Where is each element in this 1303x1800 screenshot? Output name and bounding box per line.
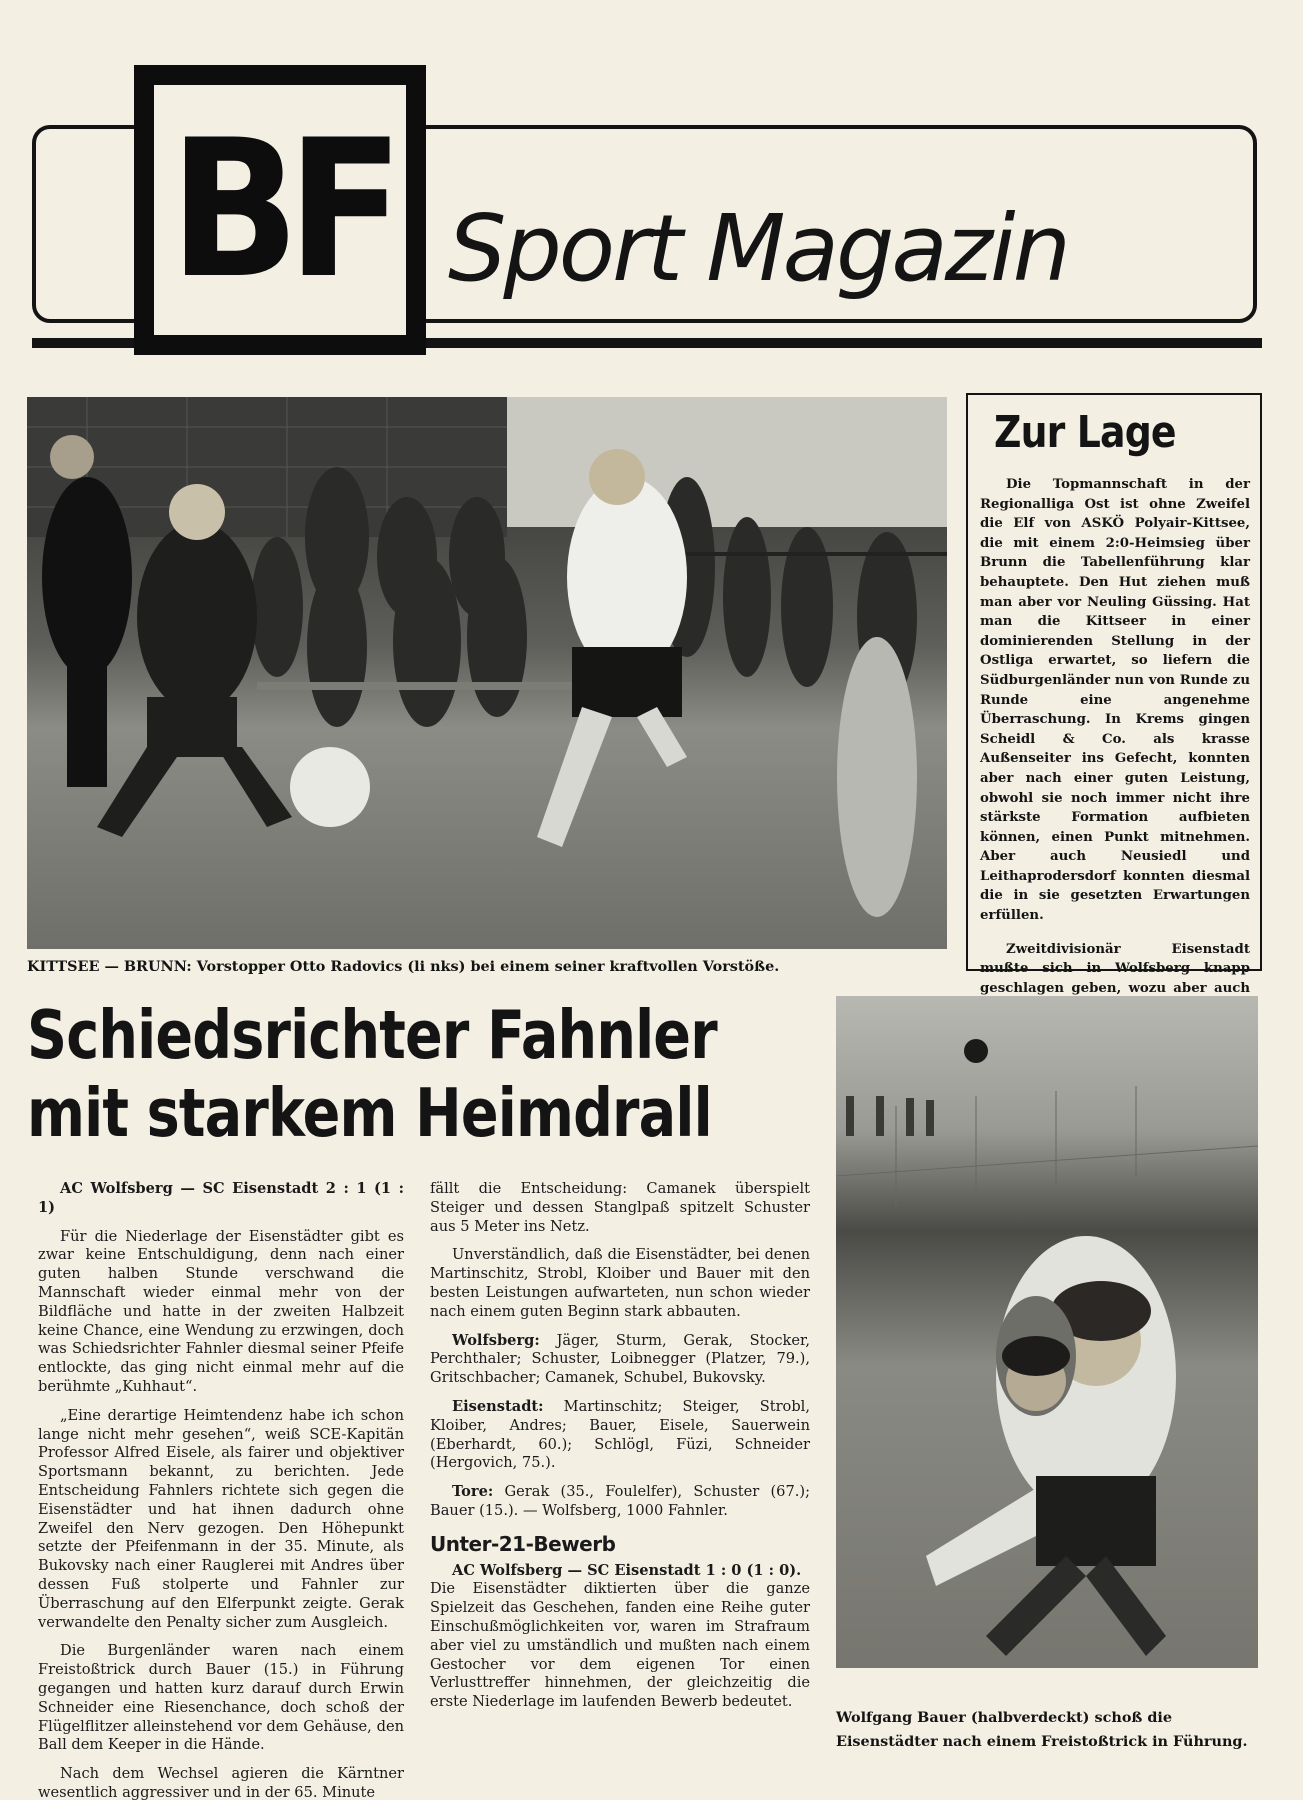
article-paragraph: „Eine derartige Heimtendenz habe ich schon lange nicht mehr gesehen“, weiß SCE-Kapitän Professor Alfred Eisele, als fairer und objektiver Sportsmann bekannt, zu berichten. Jede Entscheidung Fahnlers richtete sich gegen die Eisenstädter und hat ihnen dadurch ohne Zweifel den Nerv gezogen. Den Höhepunkt setzte der Pfeifenmann in der 35. Minute, als Bukovsky nach einer Rauglerei mit Andres über dessen Fuß stolperte und Fahnler zur Überraschung auf den Elferpunkt zeigte. Gerak verwandelte den Penalty sicher zum Ausgleich.: [38, 1406, 404, 1631]
photo-caption-kittsee: KITTSEE — BRUNN: Vorstopper Otto Radovics (li nks) bei einem seiner kraftvollen Vorstöße.: [27, 958, 780, 975]
lineup-wolfsberg: [430, 1332, 810, 1388]
article-headline: [27, 996, 717, 1152]
lineup-text: Martinschitz; Steiger, Strobl, Kloiber, Andres; Bauer, Eisele, Sauerwein (Eberhardt, 60.); Schlögl, Füzi, Schneider (Hergovich, 75.).: [430, 1397, 810, 1472]
match-result: AC Wolfsberg — SC Eisenstadt 2 : 1 (1 : 1): [38, 1180, 404, 1216]
match-photo-wolfsberg: [836, 996, 1258, 1668]
photo-caption-wolfsberg: Wolfgang Bauer (halbverdeckt) schoß die Eisenstädter nach einem Freistoßtrick in Führung.: [836, 1709, 1248, 1750]
goals: [430, 1483, 810, 1521]
lineup-label: Eisenstadt:: [452, 1397, 544, 1415]
bf-logo: [134, 65, 426, 355]
lineup-label: Wolfsberg:: [452, 1331, 540, 1349]
sidebar-paragraph: Die Topmannschaft in der Regionalliga Ost ist ohne Zweifel die Elf von ASKÖ Polyair-Kittsee, die mit einem 2:0-Heimsieg über Brunn die Tabellenführung klar behauptete. Den Hut ziehen muß man aber vor Neuling Güssing. Hat man die Kittseer in einer dominierenden Stellung in der Ostliga erwartet, so liefern die Südburgenländer nun von Runde zu Runde eine angenehme Überraschung. In Krems gingen Scheidl & Co. als krasse Außenseiter ins Gefecht, konnten aber nach einer guten Leistung, obwohl sie noch immer nicht ihre stärkste Formation aufbieten können, einen Punkt mitnehmen. Aber auch Neusiedl und Leithaprodersdorf konnten diesmal die in sie gesetzten Erwartungen erfüllen.: [980, 477, 1250, 924]
article-paragraph: Die Eisenstädter diktierten über die ganze Spielzeit das Geschehen, fanden eine Reihe guter Einschußmöglichkeiten vor, waren im Strafraum aber viel zu umständlich und mußten nach einem Gestocher vor dem eigenen Tor einen Verlusttreffer hinnehmen, der gleichzeitig die erste Niederlage im laufenden Bewerb bedeutet.: [430, 1580, 810, 1711]
article-paragraph: Nach dem Wechsel agieren die Kärntner wesentlich aggressiver und in der 65. Minute: [38, 1765, 404, 1800]
goals-label: Tore:: [452, 1483, 494, 1501]
sidebar-title: Zur Lage: [994, 407, 1176, 458]
lineup-eisenstadt: [430, 1398, 810, 1473]
magazine-title: Sport Magazin: [448, 195, 1068, 302]
bf-logo-inner: [154, 85, 406, 335]
article-paragraph: fällt die Entscheidung: Camanek überspielt Steiger und dessen Stanglpaß spitzelt Schuster aus 5 Meter ins Netz.: [430, 1180, 810, 1235]
article-paragraph: Die Burgenländer waren nach einem Freistoßtrick durch Bauer (15.) in Führung gegangen und hatten kurz darauf durch Erwin Schneider eine Riesenchance, doch schoß der Flügelflitzer alleinstehend vor dem Gehäuse, den Ball dem Keeper in die Hände.: [38, 1642, 404, 1754]
article-paragraph: Unverständlich, daß die Eisenstädter, bei denen Martinschitz, Strobl, Kloiber und Bauer mit den besten Leistungen aufwarteten, nun schon wieder nach einem guten Beginn stark abbauten.: [430, 1246, 810, 1320]
match-photo-kittsee-brunn: [27, 397, 947, 949]
article-paragraph: Für die Niederlage der Eisenstädter gibt es zwar keine Entschuldigung, denn nach einer guten halben Stunde verschwand die Mannschaft wieder einmal mehr von der Bildfläche und hatte in der zweiten Halbzeit keine Chance, eine Wendung zu erzwingen, doch was Schiedsrichter Fahnler diesmal seiner Pfeife entlockte, das ging nicht einmal mehr auf die berühmte „Kuhhaut“.: [38, 1227, 404, 1395]
subheading-u21: Unter-21-Bewerb: [430, 1531, 616, 1556]
article-column-1: [38, 1180, 404, 1800]
lineup-text: Jäger, Sturm, Gerak, Stocker, Perchthaler; Schuster, Loibnegger (Platzer, 79.), Gritschbacher; Camanek, Schubel, Bukovsky.: [430, 1331, 810, 1387]
article-column-2: [430, 1180, 810, 1722]
sidebar-paragraph: Zweitdivisionär Eisenstadt mußte sich in Wolfsberg knapp geschlagen geben, wozu aber auch: [980, 941, 1250, 996]
headline-line-1: Schiedsrichter Fahnler: [27, 996, 717, 1074]
goals-text: Gerak (35., Foulelfer), Schuster (67.); Bauer (15.). — Wolfsberg, 1000 Fahnler.: [430, 1483, 810, 1519]
bf-logo-text: BF: [169, 99, 391, 320]
sidebar-zur-lage: [966, 393, 1262, 996]
u21-match-result: AC Wolfsberg — SC Eisenstadt 1 : 0 (1 : 0).: [452, 1561, 802, 1579]
headline-line-2: mit starkem Heimdrall: [27, 1074, 712, 1152]
